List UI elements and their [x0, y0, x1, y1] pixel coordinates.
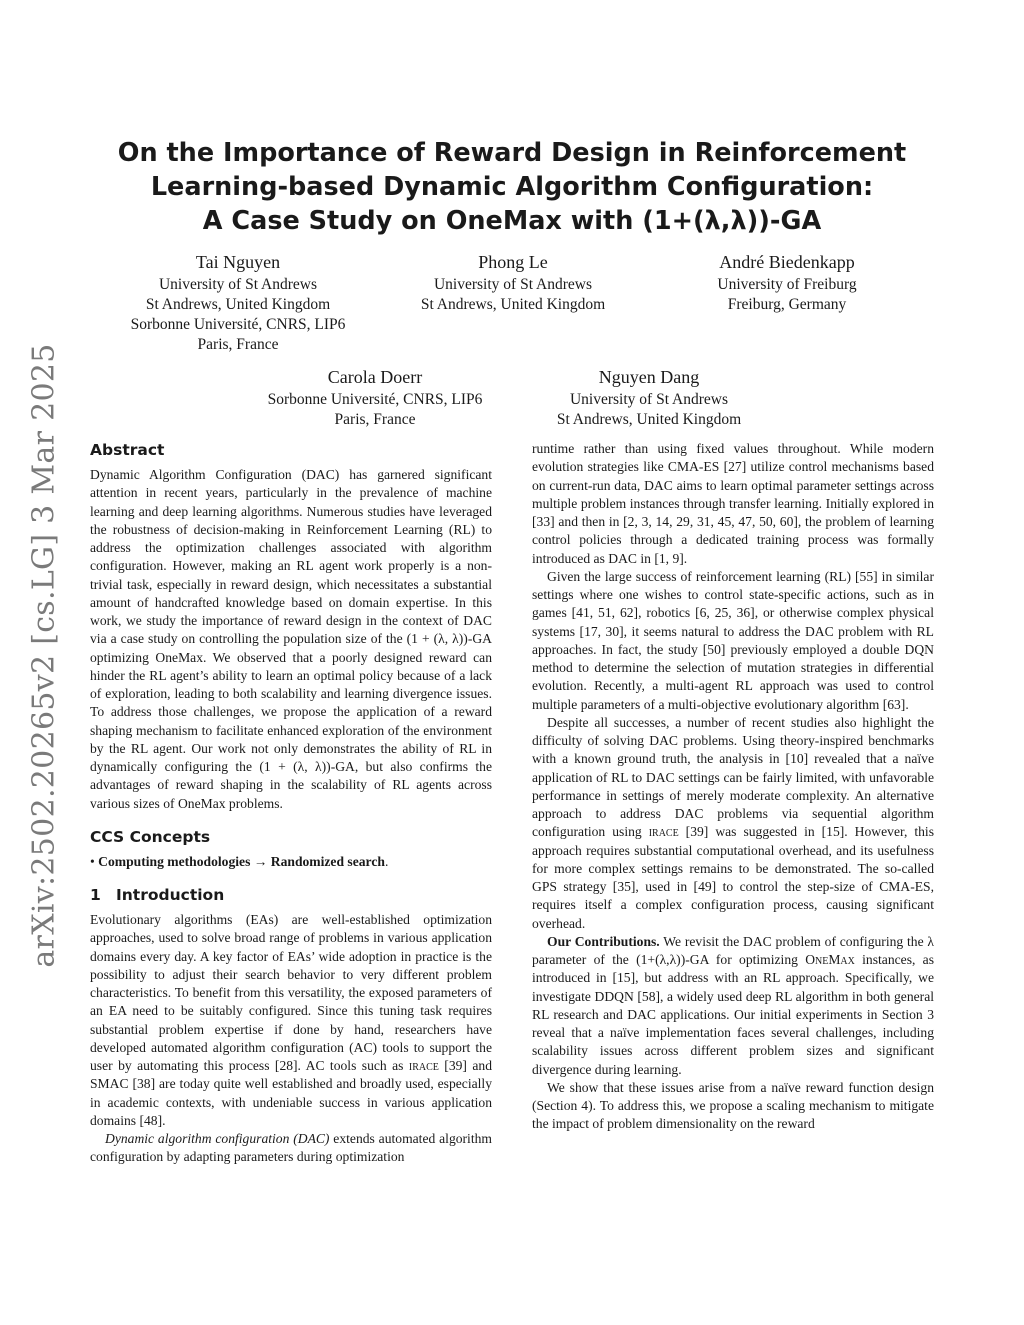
author-affiliation: St Andrews, United Kingdom: [145, 296, 331, 313]
text-span: instances, as introduced in [15], but address with an RL approach. Specifically, we investigate DDQN [58], a widely used deep RL algorithm in both general RL research and DAC applications. Our initial experiments in Section 3 reveal that a naïve implementation faces several challenges, including scalability issues across different problem sizes and significant divergence during learning.: [532, 952, 934, 1077]
section-number: 1: [90, 886, 101, 904]
ccs-heading: CCS Concepts: [90, 827, 211, 846]
author-affiliation: University of St Andrews: [433, 276, 592, 293]
author-affiliation: Sorbonne Université, CNRS, LIP6: [267, 391, 483, 408]
text-span: We revisit the DAC problem of configuring the λ parameter of the (1+(λ,λ))-GA for optimizing: [532, 933, 934, 967]
paper-title-line-2: Learning-based Dynamic Algorithm Configuration:: [150, 172, 874, 202]
onemax-term: OneMax: [805, 952, 855, 967]
intro-paragraph-6: We show that these issues arise from a naïve reward function design (Section 4). To address this, we propose a scaling mechanism to mitigate the impact of problem dimensionality on the reward: [532, 1079, 934, 1132]
author-affiliation: Paris, France: [334, 411, 416, 428]
author-affiliation: University of Freiburg: [717, 276, 857, 293]
author-affiliation: St Andrews, United Kingdom: [556, 411, 742, 428]
text-span: extends automated algorithm configuration by adapting parameters during optimization: [90, 1131, 492, 1165]
author-affiliation: St Andrews, United Kingdom: [420, 296, 606, 313]
intro-paragraph-4: [532, 714, 934, 933]
ccs-concepts: [90, 853, 492, 871]
ccs-concept: Computing methodologies: [98, 853, 251, 869]
contributions-label: Our Contributions.: [547, 933, 660, 949]
abstract-text: Dynamic Algorithm Configuration (DAC) has garnered significant attention in recent years, particularly in the prevalence of machine learning and deep learning algorithms. Numerous studies have leveraged the robustness of decision-making in Reinforcement Learning (RL) to address the optimization challenges associated with algorithm configuration. However, making an RL agent work properly is a non-trivial task, especially in reward design, which necessitates a substantial amount of handcrafted knowledge based on domain expertise. In this work, we study the importance of reward design in the context of DAC via a case study on controlling the population size of the (1 + (λ, λ))-GA optimizing OneMax. We observed that a poorly designed reward can hinder the RL agent’s ability to learn an optimal policy because of a lack of exploration, leading to both scalability and learning divergence issues. To address those challenges, we propose the application of a reward shaping mechanism to facilitate enhanced exploration of the environment by the RL agent. Our work not only demonstrates the ability of RL in dynamically configuring the (1 + (λ, λ))-GA, but also confirms the advantages of reward shaping in the scalability of RL agents across various sizes of OneMax problems.: [90, 467, 492, 811]
intro-paragraph-2-continued: runtime rather than using fixed values throughout. While modern evolution strategies like CMA-ES [27] utilize control mechanisms based on current-run data, DAC aims to learn optimal parameter settings across multiple problem instances through transfer learning. Initially explored in [33] and then in [2, 3, 14, 29, 31, 45, 47, 50, 60], the problem of learning control policies through a dedicated training process was formally introduced as DAC in [1, 9].: [532, 441, 934, 566]
arxiv-identifier-text: arXiv:2502.20265v2 [cs.LG] 3 Mar 2025: [26, 342, 62, 968]
author-block: [667, 250, 907, 315]
text-span: Despite all successes, a number of recent studies also highlight the difficulty of solving DAC problems. Using theory-inspired benchmarks with a known ground truth, the analysis in [10] revealed that a naïve application of RL to DAC settings can be fairly limited, with unfavorable performance in settings of merely moderate complexity. An alternative approach to address DAC problems via sequential algorithm configuration using: [532, 714, 934, 840]
paper-title-line-3: A Case Study on OneMax with (1+(λ,λ))-GA: [202, 206, 822, 236]
paper-title-line-1: On the Importance of Reward Design in Reinforcement: [117, 138, 907, 168]
intro-paragraph-5: [532, 933, 934, 1079]
text-span: [39] and SMAC [38] are today quite well established and broadly used, especially in academic contexts, with undeniable success in various application domains [48].: [90, 1058, 492, 1128]
section-heading-introduction: [90, 885, 492, 905]
author-affiliation: University of St Andrews: [569, 391, 728, 408]
author-name: Carola Doerr: [327, 367, 423, 387]
author-block: [393, 250, 633, 315]
emphasis-term: Dynamic algorithm configuration (DAC): [105, 1131, 330, 1146]
author-affiliation: Paris, France: [197, 336, 279, 353]
intro-paragraph-3: Given the large success of reinforcement learning (RL) [55] in similar settings where one wishes to control state-specific actions, such as in games [41, 51, 62], robotics [6, 25, 36], or otherwise complex physical systems [17, 30], it seems natural to address the DAC problem with RL approaches. In fact, the study [50] previously employed a double DQN method to determine the selection of mutation strategies in differential evolution. Recently, a multi-agent RL approach was used to control multiple parameters of a multi-objective evolutionary algorithm [63].: [532, 568, 934, 712]
author-block: [255, 365, 495, 430]
text-span: Evolutionary algorithms (EAs) are well-established optimization approaches, used to solve broad range of problems in various application domains every day. A key factor of EAs’ wide adoption in practice is the possibility to adjust their search behavior to very different problem characteristics. To benefit from this versatility, the exposed parameters of an EA need to be suitably configured. Since this tuning task requires substantial problem expertise if done by hand, researchers have developed automated algorithm configuration (AC) tools to support the user by automating this process [28]. AC tools such as: [90, 912, 492, 1073]
author-block: [118, 250, 358, 355]
author-affiliation: Freiburg, Germany: [727, 296, 847, 313]
arxiv-identifier: [14, 342, 74, 968]
author-name: Nguyen Dang: [598, 367, 700, 387]
intro-paragraph-2: [90, 1130, 492, 1167]
intro-paragraph-1: [90, 911, 492, 1130]
text-span: [39] was suggested in [15]. However, this approach requires substantial computational overhead, and its usefulness for more complex settings remains to be demonstrated. The so-called GPS strategy [35], used in [49] to control the step-size of CMA-ES, requires itself a complex configuration process, causing significant overhead.: [532, 824, 934, 931]
abstract-heading: Abstract: [90, 441, 165, 459]
right-column: [532, 440, 934, 1134]
author-affiliation: University of St Andrews: [158, 276, 317, 293]
author-name: André Biedenkapp: [719, 252, 855, 272]
bullet: •: [90, 853, 95, 869]
left-column: [90, 440, 492, 1167]
author-name: Tai Nguyen: [195, 252, 281, 272]
arrow: →: [253, 853, 268, 869]
irace-term: irace: [648, 824, 679, 840]
section-title: Introduction: [116, 886, 225, 904]
ccs-subconcept: Randomized search: [270, 853, 385, 869]
author-affiliation: Sorbonne Université, CNRS, LIP6: [130, 316, 346, 333]
author-block: [529, 365, 769, 430]
irace-term: irace: [408, 1058, 439, 1073]
paper-title: [110, 136, 914, 238]
ccs-period: .: [384, 853, 389, 869]
author-name: Phong Le: [478, 252, 548, 272]
